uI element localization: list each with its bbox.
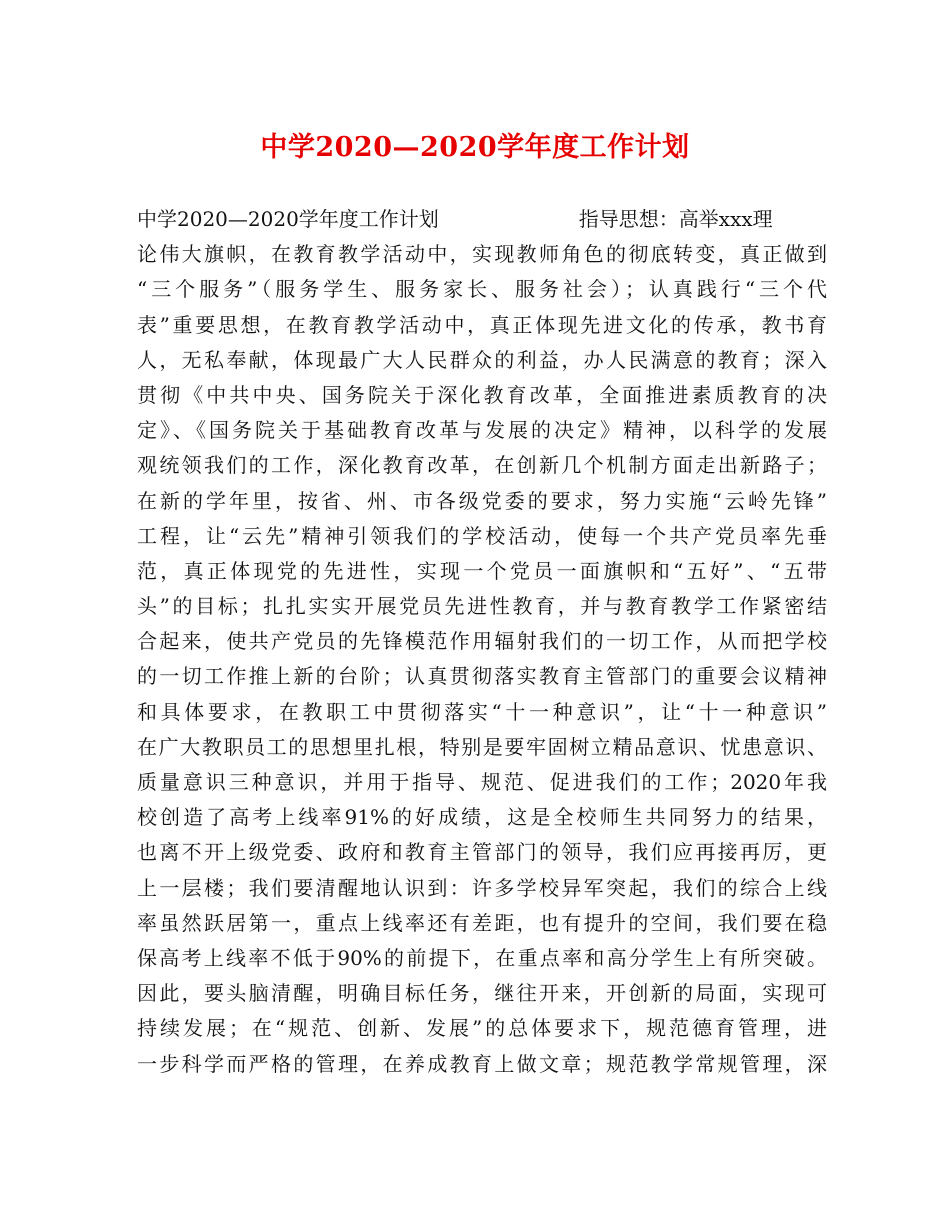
body-line: 合起来，使共产党员的先锋模范作用辐射我们的一切工作，从而把学校: [137, 629, 827, 654]
body-line: 质量意识三种意识，并用于指导、规范、促进我们的工作；2020年我: [137, 770, 827, 794]
body-line: 和具体要求，在教职工中贯彻落实“十一种意识”，让“十一种意识”: [137, 699, 827, 724]
body-line: 观统领我们的工作，深化教育改革，在创新几个机制方面走出新路子；: [137, 453, 827, 478]
body-line: 范，真正体现党的先进性，实现一个党员一面旗帜和“五好”、“五带: [137, 558, 827, 583]
repeated-heading-text: 中学2020—2020学年度工作计划: [137, 207, 439, 231]
body-line: “三个服务”（服务学生、服务家长、服务社会）；认真践行“三个代: [137, 277, 827, 302]
body-line: 头”的目标；扎扎实实开展党员先进性教育，并与教育教学工作紧密结: [137, 594, 827, 619]
body-line: 人，无私奉献，体现最广大人民群众的利益，办人民满意的教育；深入: [137, 347, 827, 372]
guiding-thought-start: 指导思想：高举xxx理: [578, 207, 773, 231]
body-line: 保高考上线率不低于90%的前提下，在重点率和高分学生上有所突破。: [137, 945, 827, 970]
body-line: 论伟大旗帜，在教育教学活动中，实现教师角色的彻底转变，真正做到: [137, 242, 827, 267]
body-line: 在广大教职员工的思想里扎根，特别是要牢固树立精品意识、忧患意识、: [137, 734, 827, 759]
body-line: 率虽然跃居第一，重点上线率还有差距，也有提升的空间，我们要在稳: [137, 910, 827, 935]
body-line-first: [137, 202, 827, 237]
body-line: 工程，让“云先”精神引领我们的学校活动，使每一个共产党员率先垂: [137, 523, 827, 548]
body-line: 在新的学年里，按省、州、市各级党委的要求，努力实施“云岭先锋”: [137, 488, 827, 513]
body-line: 贯彻《中共中央、国务院关于深化教育改革，全面推进素质教育的决: [137, 382, 827, 407]
body-line: 校创造了高考上线率91%的好成绩，这是全校师生共同努力的结果，: [137, 805, 827, 830]
body-line: 的一切工作推上新的台阶；认真贯彻落实教育主管部门的重要会议精神: [137, 664, 827, 689]
document-body: [137, 202, 827, 1082]
body-line: 一步科学而严格的管理，在养成教育上做文章；规范教学常规管理，深: [137, 1051, 827, 1076]
body-line: 持续发展；在“规范、创新、发展”的总体要求下，规范德育管理，进: [137, 1016, 827, 1041]
document-title: 中学2020—2020学年度工作计划: [260, 132, 690, 163]
body-line: 也离不开上级党委、政府和教育主管部门的领导，我们应再接再厉，更: [137, 840, 827, 865]
body-line: 表”重要思想，在教育教学活动中，真正体现先进文化的传承，教书育: [137, 312, 827, 337]
body-line: 定》、《国务院关于基础教育改革与发展的决定》精神，以科学的发展: [137, 418, 827, 443]
body-line: 上一层楼；我们要清醒地认识到：许多学校异军突起，我们的综合上线: [137, 875, 827, 900]
body-line: 因此，要头脑清醒，明确目标任务，继往开来，开创新的局面，实现可: [137, 981, 827, 1006]
